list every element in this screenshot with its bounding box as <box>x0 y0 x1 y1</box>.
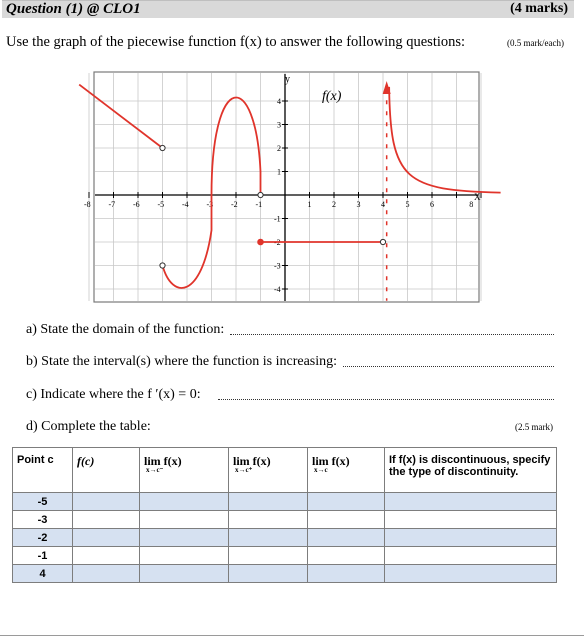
answer-cell[interactable] <box>385 565 557 583</box>
x-tick-label: 6 <box>430 200 434 209</box>
open-point <box>258 192 263 197</box>
answer-cell[interactable] <box>308 493 385 511</box>
x-tick-label: -2 <box>231 200 238 209</box>
answer-line-a[interactable] <box>230 334 554 335</box>
x-tick-label: 5 <box>405 200 410 209</box>
table-row <box>13 493 557 511</box>
point-cell: 4 <box>13 565 73 583</box>
answer-line-c[interactable] <box>218 399 554 400</box>
table-header-row <box>13 448 557 493</box>
answer-cell[interactable] <box>385 529 557 547</box>
y-tick-label: 1 <box>277 167 281 177</box>
y-tick-label: -2 <box>274 238 281 247</box>
answer-cell[interactable] <box>140 493 229 511</box>
x-tick-label: 3 <box>356 200 361 209</box>
answer-cell[interactable] <box>229 547 308 565</box>
point-cell: -1 <box>13 547 73 565</box>
answer-cell[interactable] <box>140 547 229 565</box>
question-a: a) State the domain of the function: <box>26 322 225 337</box>
header-fc: f(c) <box>73 448 140 493</box>
intro-text: Use the graph of the piecewise function f(x) to answer the following questions: <box>6 34 466 50</box>
table-points: (2.5 mark) <box>515 422 553 432</box>
answer-cell[interactable] <box>229 511 308 529</box>
answer-cell[interactable] <box>73 493 140 511</box>
x-tick-label: 4 <box>381 200 385 209</box>
y-tick-label: -1 <box>274 214 281 224</box>
answer-cell[interactable] <box>140 511 229 529</box>
answer-cell[interactable] <box>140 529 229 547</box>
question-d: d) Complete the table: <box>26 419 151 434</box>
x-tick-label: -8 <box>84 200 91 209</box>
closed-point <box>258 239 264 245</box>
y-axis-label: y <box>285 74 290 85</box>
question-header <box>2 0 574 18</box>
function-label: f(x) <box>322 89 342 104</box>
answer-cell[interactable] <box>229 529 308 547</box>
x-tick-label: 8 <box>469 200 474 209</box>
point-cell: -3 <box>13 511 73 529</box>
table-row <box>13 529 557 547</box>
header-lim: lim f(x) x→c <box>308 448 385 493</box>
curve-ray-left <box>79 85 162 148</box>
x-axis-label: X <box>474 192 481 202</box>
x-tick-label: -1 <box>255 200 263 209</box>
answer-cell[interactable] <box>308 529 385 547</box>
answer-cell[interactable] <box>73 547 140 565</box>
function-graph <box>84 71 484 305</box>
question-c: c) Indicate where the f ′(x) = 0: <box>26 387 201 402</box>
y-tick-label: 3 <box>277 120 281 130</box>
page-bottom-rule <box>0 635 584 636</box>
per-mark-note: (0.5 mark/each) <box>507 38 564 48</box>
answer-cell[interactable] <box>308 565 385 583</box>
open-point <box>160 263 165 268</box>
answer-cell[interactable] <box>73 565 140 583</box>
point-cell: -5 <box>13 493 73 511</box>
y-tick-label: -3 <box>274 261 281 271</box>
table-row <box>13 547 557 565</box>
answer-line-b[interactable] <box>343 366 554 367</box>
x-tick-label: 1 <box>307 200 312 209</box>
answer-cell[interactable] <box>229 493 308 511</box>
x-tick-label: -7 <box>108 200 116 209</box>
answer-cell[interactable] <box>140 565 229 583</box>
answer-cell[interactable] <box>385 493 557 511</box>
graph-curves <box>79 81 500 301</box>
question-b: b) State the interval(s) where the function is increasing: <box>26 354 338 369</box>
point-cell: -2 <box>13 529 73 547</box>
table-row <box>13 565 557 583</box>
header-discontinuity: If f(x) is discontinuous, specify the type of discontinuity. <box>385 448 557 493</box>
answer-cell[interactable] <box>229 565 308 583</box>
answer-cell[interactable] <box>73 511 140 529</box>
answer-cell[interactable] <box>308 547 385 565</box>
open-point <box>380 239 385 244</box>
header-point: Point c <box>13 448 73 493</box>
x-tick-label: -6 <box>133 200 140 209</box>
header-lim-left: lim f(x) x→c⁻ <box>140 448 229 493</box>
limits-table <box>12 447 557 583</box>
x-tick-label: 2 <box>332 200 336 209</box>
x-tick-label: -3 <box>206 200 214 209</box>
graph-frame <box>94 72 479 302</box>
marks-label: (4 marks) <box>510 1 568 16</box>
open-point <box>160 145 165 150</box>
curve-right-branch <box>389 87 500 193</box>
answer-cell[interactable] <box>308 511 385 529</box>
table-row <box>13 511 557 529</box>
x-tick-label: -5 <box>157 200 165 209</box>
header-lim-right: lim f(x) x→c⁺ <box>229 448 308 493</box>
x-tick-label: -4 <box>182 200 189 209</box>
answer-cell[interactable] <box>385 511 557 529</box>
answer-cell[interactable] <box>385 547 557 565</box>
question-title: Question (1) @ CLO1 <box>6 1 141 17</box>
y-tick-label: 2 <box>277 144 281 153</box>
y-tick-label: 4 <box>277 97 281 106</box>
graph-axes <box>89 74 481 301</box>
answer-cell[interactable] <box>73 529 140 547</box>
y-tick-label: -4 <box>274 285 281 294</box>
table-body <box>13 493 557 583</box>
